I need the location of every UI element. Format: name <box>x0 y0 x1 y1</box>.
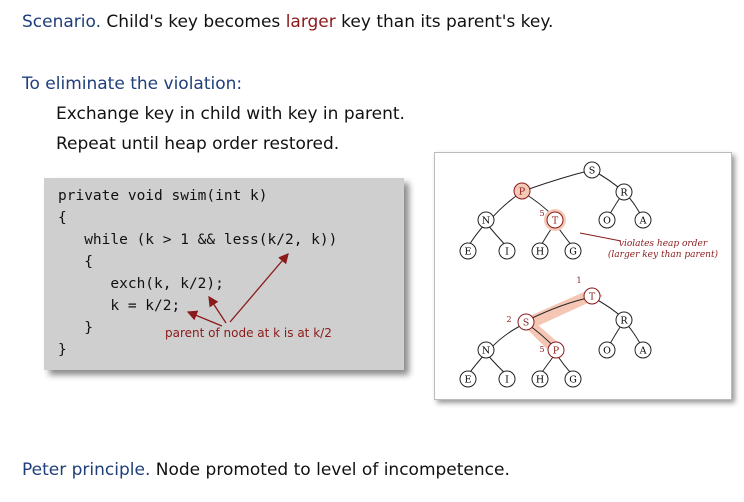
tree1-node-key: O <box>603 215 611 227</box>
tree1-node-key: P <box>518 186 526 198</box>
code-line-8: } <box>58 342 67 358</box>
tree1-edges <box>468 170 643 247</box>
tree2-node-key: R <box>620 315 628 327</box>
tree1-node-key: A <box>639 215 647 227</box>
tree2-node-key: O <box>603 345 611 357</box>
peter-text: Node promoted to level of incompetence. <box>155 460 510 480</box>
elimination-step-2: Repeat until heap order restored. <box>56 134 340 154</box>
tree1-node-key: I <box>505 246 509 258</box>
tree1-node-key: H <box>535 246 545 258</box>
tree1-node-index: 5 <box>539 209 545 218</box>
scenario-highlight: larger <box>285 12 336 32</box>
code-line-1: private void swim(int k) <box>58 188 268 204</box>
code-line-3: while (k > 1 && less(k/2, k)) <box>58 232 338 248</box>
annotation-arrow-3 <box>230 254 288 322</box>
code-block <box>44 178 404 370</box>
scenario-text-after: key than its parent's key. <box>341 12 554 32</box>
tree2-node-index: 1 <box>576 276 582 285</box>
heap-tree-panel <box>434 152 732 400</box>
tree1-node-key: N <box>481 215 491 227</box>
tree2-node-key: P <box>552 345 560 357</box>
elimination-heading: To eliminate the violation: <box>22 74 243 94</box>
tree2-node-key: S <box>522 317 530 329</box>
tree2-node-key: I <box>505 374 509 386</box>
code-line-5: exch(k, k/2); <box>58 276 224 292</box>
tree1-node-key: G <box>569 246 577 258</box>
tree2-node-key: A <box>639 345 647 357</box>
code-line-4: { <box>58 254 93 270</box>
peter-label: Peter principle. <box>22 460 151 480</box>
tree2-node-index: 2 <box>506 315 512 324</box>
scenario-label: Scenario. <box>22 12 102 32</box>
tree1-node-key: R <box>620 187 628 199</box>
scenario-text-before: Child's key becomes <box>106 12 281 32</box>
annotation-arrow-1 <box>188 312 222 326</box>
annotation-arrows <box>44 178 404 370</box>
tree2-node-key: H <box>535 374 545 386</box>
peter-principle-line <box>22 460 510 480</box>
code-line-2: { <box>58 210 67 226</box>
tree2-nodes <box>460 276 651 387</box>
tree2-node-key: E <box>464 374 472 386</box>
violation-note <box>608 239 719 260</box>
tree2-node-key: T <box>588 291 596 303</box>
tree2-node-index: 5 <box>539 345 545 354</box>
tree1-node-key: S <box>588 165 596 177</box>
annotation-arrow-2 <box>209 297 226 323</box>
violation-note-line2: (larger key than parent) <box>607 250 719 260</box>
heap-tree-diagram <box>435 153 731 399</box>
scenario-line <box>22 12 553 32</box>
code-line-6: k = k/2; <box>58 298 181 314</box>
violation-note-line1: violates heap order <box>618 239 708 249</box>
tree1-node-key: T <box>551 215 559 227</box>
tree1-node-key: E <box>464 246 472 258</box>
tree2-node-key: G <box>569 374 577 386</box>
tree2-node-key: N <box>481 345 491 357</box>
code-line-7: } <box>58 320 93 336</box>
annotation-text: parent of node at k is at k/2 <box>165 326 332 340</box>
violation-pointer <box>580 233 621 241</box>
elimination-step-1: Exchange key in child with key in parent. <box>56 104 405 124</box>
